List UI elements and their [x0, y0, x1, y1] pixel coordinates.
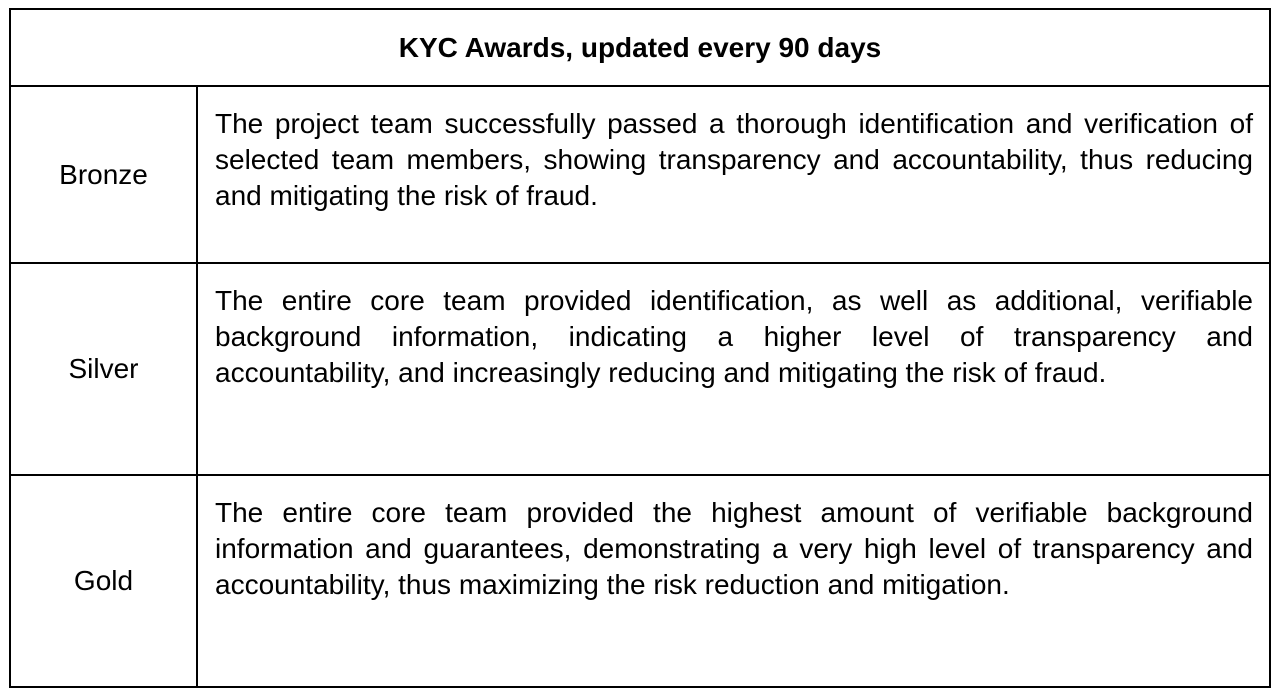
label-cell [11, 87, 198, 262]
award-label-silver: Silver [68, 353, 139, 384]
table-row-silver [11, 264, 1269, 476]
description-cell [198, 476, 1269, 686]
award-label-bronze: Bronze [59, 158, 148, 190]
award-label-gold: Gold [73, 565, 134, 596]
award-description-silver: The entire core team provided identification, as well as additional, verifiable background information, indicating a higher level of transparency and accountability, and increasingly reducing and mitigating the risk of fraud. [215, 285, 1253, 388]
label-cell [11, 476, 198, 686]
award-description-bronze: The project team successfully passed a thorough identification and verification of selected team members, showing transparency and accountability, thus reducing and mitigating the risk of fraud. [215, 108, 1253, 211]
kyc-awards-table [9, 8, 1271, 688]
description-cell [198, 264, 1269, 474]
award-description-gold: The entire core team provided the highest amount of verifiable background information and guarantees, demonstrating a very high level of transparency and accountability, thus maximizing the risk reduction and mitigation. [215, 497, 1253, 600]
table-title: KYC Awards, updated every 90 days [398, 31, 882, 63]
description-cell [198, 87, 1269, 262]
table-title-row [11, 10, 1269, 87]
table-row-bronze [11, 87, 1269, 264]
label-cell [11, 264, 198, 474]
table-row-gold [11, 476, 1269, 686]
